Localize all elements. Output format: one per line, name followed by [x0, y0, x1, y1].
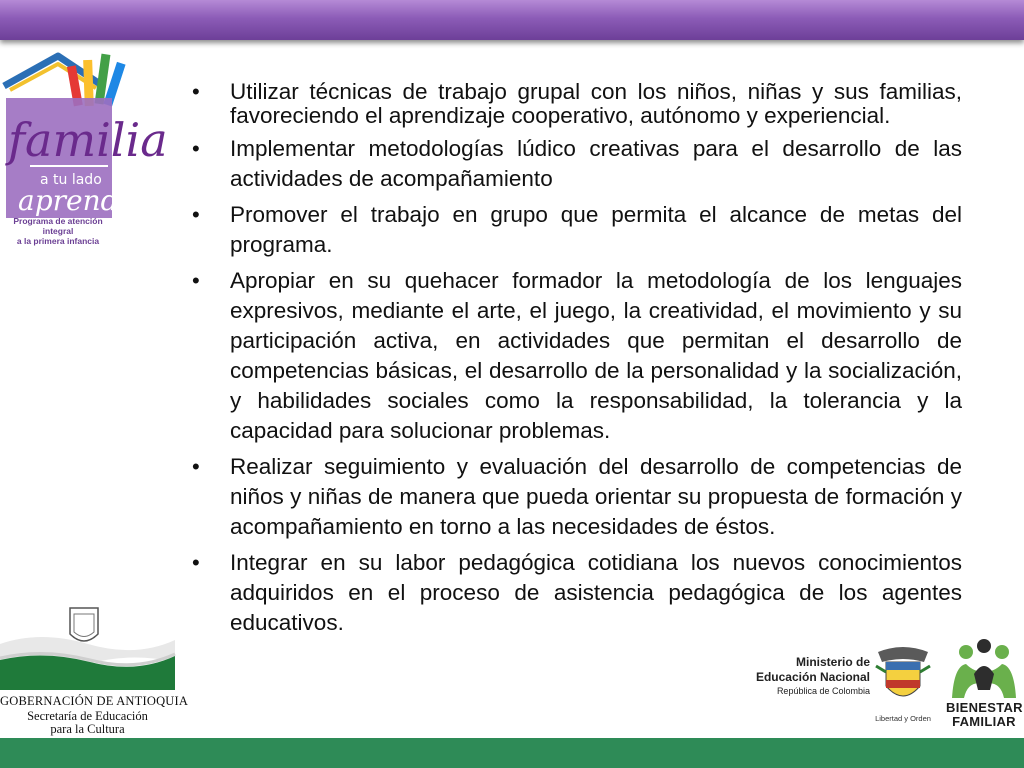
bullet-item-2 — [190, 134, 962, 194]
ministerio-line1: Ministerio de — [795, 655, 870, 669]
gobernacion-sub2: para la Cultura — [50, 722, 125, 736]
bullet-text-4: Apropiar en su quehacer formador la metodología de los lenguajes expresivos, mediante el arte, el juego, la creatividad, el movimiento y su participación activa, en actividades que permitan el desarrollo de competencias básicas, el desarrollo de la personalidad y la socialización, y habilidades sociales como la responsabilidad, la tolerancia y la capacidad para solucionar problemas. — [230, 268, 962, 443]
svg-text:a tu lado: a tu lado — [40, 172, 102, 188]
top-banner — [0, 0, 1024, 40]
bullet-text-1: Utilizar técnicas de trabajo grupal con los niños, niñas y sus familias, favoreciendo el aprendizaje cooperativo, autónomo y experiencial. — [230, 79, 962, 128]
ministerio-line3: República de Colombia — [776, 686, 870, 696]
bullet-item-6 — [190, 548, 962, 638]
svg-text:familia: familia — [8, 113, 168, 167]
familia-logo — [0, 44, 168, 244]
bullet-item-5 — [190, 452, 962, 542]
bullet-symbol: • — [192, 136, 200, 161]
bullet-list — [190, 80, 962, 638]
bullet-text-6: Integrar en su labor pedagógica cotidiana los nuevos conocimientos adquiridos en el proceso de asistencia pedagógica de los agentes educativos. — [230, 550, 962, 635]
familia-logo-graphic — [0, 44, 168, 224]
bullet-text-2: Implementar metodologías lúdico creativas para el desarrollo de las actividades de acompañamiento — [230, 136, 962, 191]
bullet-symbol: • — [192, 79, 200, 104]
antioquia-flag-icon — [0, 604, 175, 694]
ministerio-line2: Educación Nacional — [755, 670, 870, 684]
gobernacion-antioquia-logo — [0, 604, 189, 736]
bullet-text-3: Promover el trabajo en grupo que permita el alcance de metas del programa. — [230, 202, 962, 257]
ministerio-educacion-logo — [755, 655, 870, 698]
gobernacion-subtitle — [0, 710, 175, 736]
bullet-symbol: • — [192, 202, 200, 227]
bullet-item-4 — [190, 266, 962, 446]
gobernacion-title: GOBERNACIÓN DE ANTIOQUIA — [0, 694, 189, 708]
familia-caption-line1: Programa de atención integral — [13, 216, 103, 236]
bullet-symbol: • — [192, 454, 200, 479]
bienestar-line1: BIENESTAR — [946, 700, 1023, 715]
bullet-symbol: • — [192, 268, 200, 293]
bullet-item-1 — [190, 80, 962, 128]
bullet-item-3 — [190, 200, 962, 260]
bullet-text-5: Realizar seguimiento y evaluación del desarrollo de competencias de niños y niñas de manera que pueda orientar su propuesta de formación y acompañamiento en torno a las necesidades de éstos. — [230, 454, 962, 539]
svg-text:aprendo: aprendo — [18, 184, 136, 217]
bullet-symbol: • — [192, 550, 200, 575]
bullet-content — [190, 80, 962, 644]
ministerio-motto: Libertad y Orden — [875, 714, 931, 723]
bienestar-line2: FAMILIAR — [952, 714, 1016, 729]
gobernacion-sub1: Secretaría de Educación — [27, 709, 148, 723]
familia-caption-line2: a la primera infancia — [16, 236, 100, 246]
familia-caption — [2, 216, 114, 246]
bottom-banner — [0, 738, 1024, 768]
bienestar-people-icon — [944, 638, 1024, 700]
